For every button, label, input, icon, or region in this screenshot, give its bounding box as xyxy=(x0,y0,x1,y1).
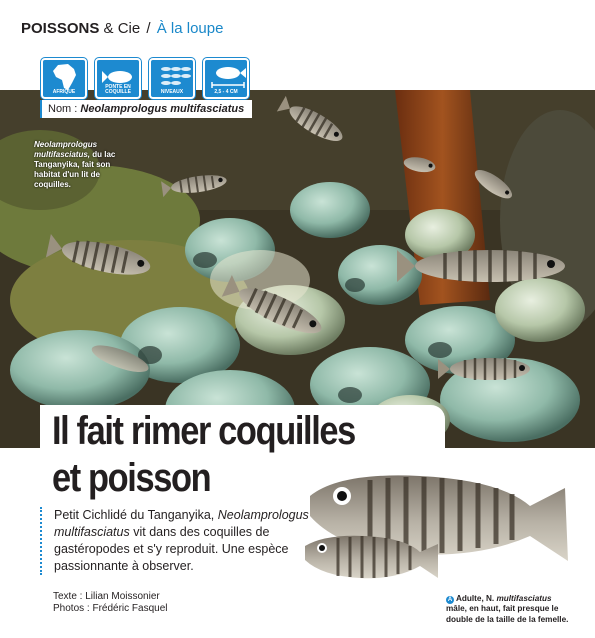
subsection-label: À la loupe xyxy=(156,20,224,37)
photo-caption xyxy=(34,140,129,190)
intro-latin: Neolamprologus multifasciatus xyxy=(54,508,309,539)
intro-part1: Petit Cichlidé du Tanganyika, xyxy=(54,508,215,522)
size-ruler-icon xyxy=(203,58,249,99)
intro-part2: vit dans des coquilles de gastéropodes et s'y reproduit. Une espèce passionnante à observer. xyxy=(54,525,289,573)
article-title-line2: et poisson xyxy=(52,456,211,500)
article-title-line1: Il fait rimer coquilles xyxy=(52,409,355,453)
article-intro xyxy=(40,507,310,575)
species-latin-name: Neolamprologus multifasciatus xyxy=(80,103,245,115)
fish-caption xyxy=(446,594,574,625)
photo-caption-latin: Neolamprologus multifasciatus, xyxy=(34,140,98,159)
icon-caption-spawn: PONTE EN COQUILLE xyxy=(105,84,131,95)
fish-pair-photo xyxy=(300,466,580,596)
icon-caption-size: 2,5 - 4 CM xyxy=(214,89,238,95)
spawn-in-shell-icon xyxy=(95,58,141,99)
credit-photos: Photos : Frédéric Fasquel xyxy=(53,603,168,614)
section-separator: / xyxy=(146,20,151,37)
credit-text: Texte : Lilian Moissonier xyxy=(53,591,160,602)
icon-caption-levels: NIVEAUX xyxy=(160,89,184,95)
fish-caption-lead: Adulte, N. xyxy=(455,594,495,603)
section-header xyxy=(21,20,223,38)
icon-caption-africa: AFRIQUE xyxy=(52,89,76,95)
levels-icon xyxy=(149,58,195,99)
feature-icons xyxy=(41,58,249,99)
fish-caption-text: mâle, en haut, fait presque le double de la taille de la femelle. xyxy=(446,604,569,624)
africa-map-icon xyxy=(41,58,87,99)
article-credits xyxy=(53,591,168,615)
section-label: POISSONS xyxy=(21,20,100,37)
photo-caption-text: du lac Tanganyika, fait son habitat d'un lit de coquilles. xyxy=(34,150,116,189)
section-amp: & Cie xyxy=(103,20,141,37)
species-label: Nom : xyxy=(48,103,78,115)
species-name-bar xyxy=(40,100,252,118)
fish-caption-latin: multifasciatus xyxy=(496,594,552,603)
caption-badge: A xyxy=(447,597,453,603)
